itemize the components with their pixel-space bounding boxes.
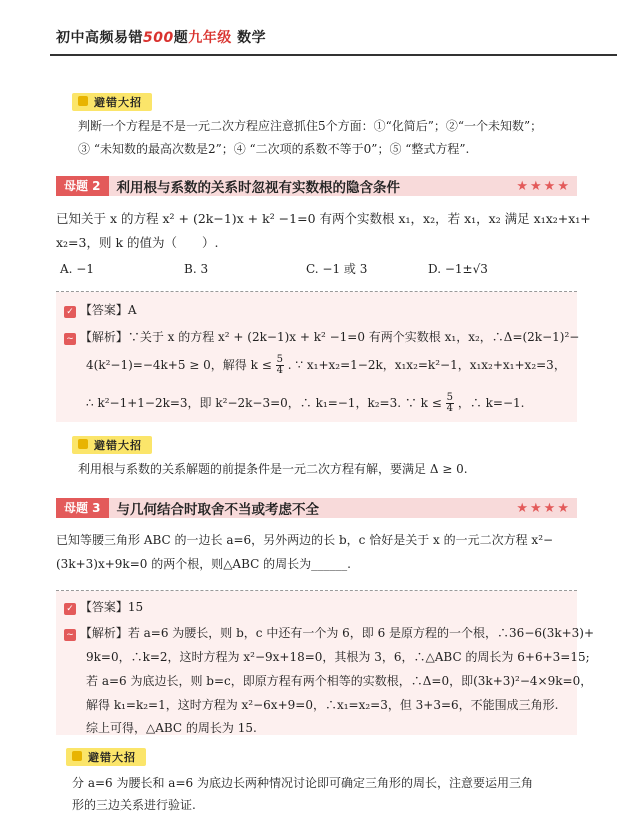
q3-stars: ★★★★ xyxy=(516,500,571,516)
analysis-icon: ~ xyxy=(64,629,76,641)
q3-title: 与几何结合时取舍不当或考虑不全 xyxy=(116,502,320,518)
header-number: 500 xyxy=(143,30,174,46)
tip-icon xyxy=(72,751,82,761)
page-header xyxy=(56,27,266,47)
q2-option-d: D. −1±√3 xyxy=(428,262,488,276)
q2-analysis-3a: ∴ k²−1+1−2k=3，即 k²−2k−3=0，∴ k₁=−1，k₂=3. ∵ k ≤ xyxy=(86,396,442,410)
q2-tag: 母题 2 xyxy=(56,176,109,196)
fraction-bottom: 4 xyxy=(276,365,283,376)
tip1-line2: ③ “未知数的最高次数是2”；④ “二次项的系数不等于0”；⑤ “整式方程”. xyxy=(78,142,470,156)
header-mid: 题 xyxy=(173,30,189,46)
q2-analysis-row1 xyxy=(64,328,579,345)
header-grade: 九年级 xyxy=(188,30,232,46)
tip-icon xyxy=(78,96,88,106)
q2-analysis-2a: 4(k²−1)=−4k+5 ≥ 0，解得 k ≤ xyxy=(86,358,272,372)
q3-analysis-1: 【解析】若 a=6 为腰长，则 b，c 中还有一个为 6，即 6 是原方程的一个根，∴36−6(3k+3)+ xyxy=(79,626,595,640)
q2-answer: 【答案】A xyxy=(79,303,137,317)
q2-tip: 利用根与系数的关系解题的前提条件是一元二次方程有解，要满足 Δ ≥ 0. xyxy=(78,462,468,476)
fraction xyxy=(276,355,284,376)
analysis-icon: ~ xyxy=(64,333,76,345)
tip-label-text: 避错大招 xyxy=(88,751,136,764)
q2-answer-row xyxy=(64,301,137,318)
q2-option-c: C. −1 或 3 xyxy=(306,262,368,276)
q2-analysis-2b: . ∵ x₁+x₂=1−2k，x₁x₂=k²−1，x₁x₂+x₁+x₂=3， xyxy=(287,358,566,372)
q3-stem1: 已知等腰三角形 ABC 的一边长 a=6，另外两边的长 b，c 恰好是关于 x 的一元二次方程 x²− xyxy=(56,533,554,547)
q3-analysis-4: 解得 k₁=k₂=1，这时方程为 x²−6x+9=0，∴x₁=x₂=3，但 3+3=6，不能围成三角形. xyxy=(86,698,559,712)
tip-icon xyxy=(78,439,88,449)
tip-label xyxy=(72,93,152,111)
q2-analysis-1: 【解析】∵关于 x 的方程 x² + (2k−1)x + k² −1=0 有两个实数根 x₁，x₂，∴Δ=(2k−1)²− xyxy=(79,330,580,344)
tip-label-text: 避错大招 xyxy=(94,439,142,452)
fraction xyxy=(446,393,454,414)
tip1-line1: 判断一个方程是不是一元二次方程应注意抓住5个方面：①“化简后”；②“一个未知数”； xyxy=(78,119,543,133)
check-icon: ✓ xyxy=(64,306,76,318)
q3-analysis-5: 综上可得，△ABC 的周长为 15. xyxy=(86,721,257,735)
q2-title: 利用根与系数的关系时忽视有实数根的隐含条件 xyxy=(116,180,401,196)
section-q3-header xyxy=(56,498,577,518)
header-prefix: 初中高频易错 xyxy=(56,30,143,46)
tip-label xyxy=(66,748,146,766)
q3-analysis-row1 xyxy=(64,624,594,641)
q3-tip-2: 形的三边关系进行验证. xyxy=(72,798,196,812)
q3-tag: 母题 3 xyxy=(56,498,109,518)
q3-stem2: (3k+3)x+9k=0 的两个根，则△ABC 的周长为______. xyxy=(56,557,351,571)
check-icon: ✓ xyxy=(64,603,76,615)
q2-analysis-3b: ，∴ k=−1. xyxy=(457,396,525,410)
header-subject: 数学 xyxy=(237,30,267,46)
q2-analysis-row3 xyxy=(86,393,524,414)
q2-analysis-row2 xyxy=(86,355,566,376)
q2-stem1: 已知关于 x 的方程 x² + (2k−1)x + k² −1=0 有两个实数根 x₁，x₂，若 x₁，x₂ 满足 x₁x₂+x₁+ xyxy=(56,211,591,226)
q3-analysis-3: 若 a=6 为底边长，则 b=c，即原方程有两个相等的实数根，∴Δ=0，即(3k+3)²−4×9k=0， xyxy=(86,674,593,688)
q2-stars: ★★★★ xyxy=(516,178,571,194)
q2-option-a: A. −1 xyxy=(60,262,94,276)
tip-label-text: 避错大招 xyxy=(94,96,142,109)
q2-option-b: B. 3 xyxy=(184,262,209,276)
q3-answer-row xyxy=(64,598,143,615)
fraction-top: 5 xyxy=(276,354,283,365)
header-rule xyxy=(50,54,617,56)
fraction-top: 5 xyxy=(446,392,453,403)
section-q2-header xyxy=(56,176,577,196)
fraction-bottom: 4 xyxy=(446,403,453,414)
q3-analysis-2: 9k=0，∴k=2，这时方程为 x²−9x+18=0，其根为 3，6，∴△ABC 的周长为 6+6+3=15; xyxy=(86,650,590,664)
q3-tip-1: 分 a=6 为腰长和 a=6 为底边长两种情况讨论即可确定三角形的周长，注意要运用三角 xyxy=(72,776,533,790)
q2-stem2: x₂=3，则 k 的值为（ ）. xyxy=(56,235,219,250)
q3-answer: 【答案】15 xyxy=(79,600,144,614)
tip-label xyxy=(72,436,152,454)
